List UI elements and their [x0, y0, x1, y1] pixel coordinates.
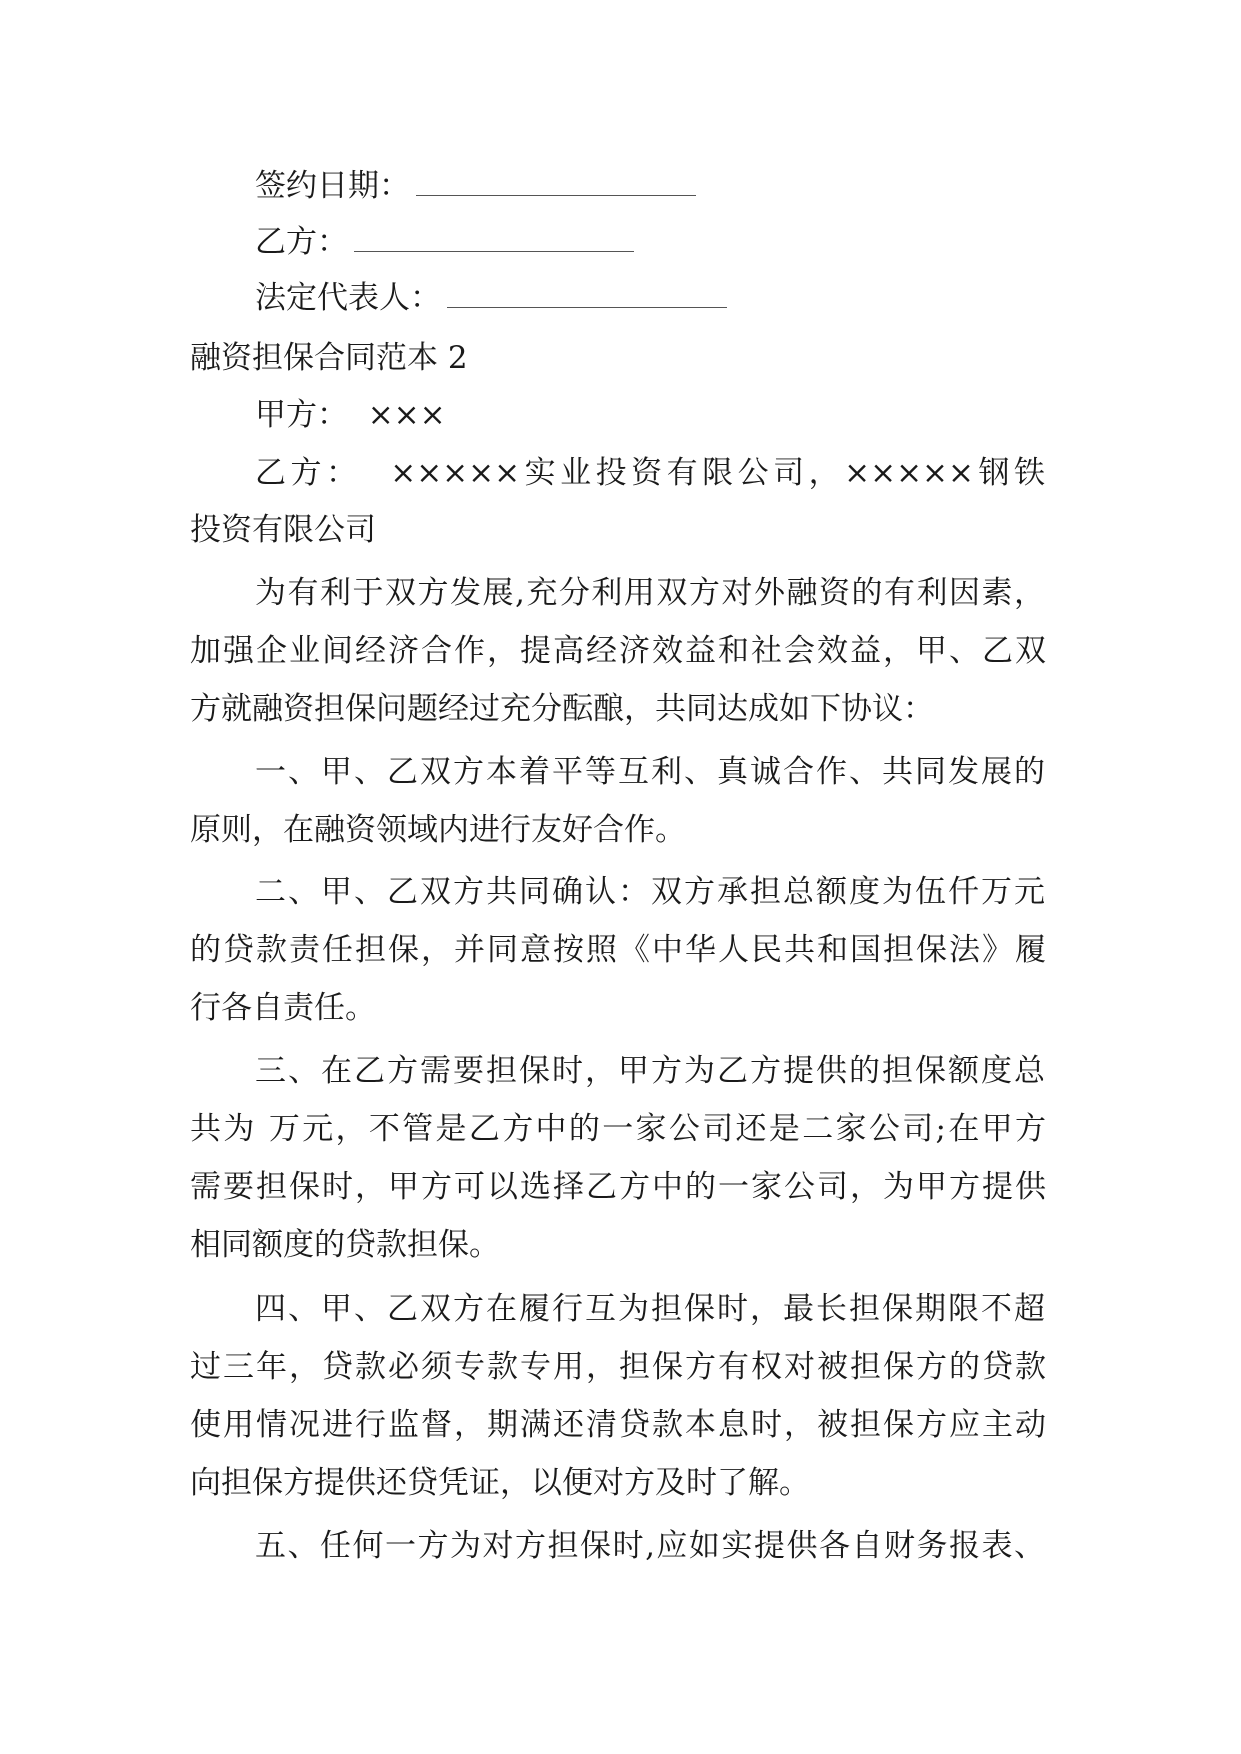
clause-2-line: 行各自责任。: [190, 990, 376, 1026]
clause-2-line: 的贷款责任担保，并同意按照《中华人民共和国担保法》履: [190, 932, 1046, 968]
signature-party-b-blank: [354, 225, 634, 252]
clause-5-line: 五、任何一方为对方担保时,应如实提供各自财务报表、: [255, 1528, 1045, 1564]
signature-legal-rep-label: 法定代表人：: [255, 280, 441, 316]
clause-4-line: 向担保方提供还贷凭证，以便对方及时了解。: [190, 1465, 810, 1501]
clause-4-line: 过三年，贷款必须专款专用，担保方有权对被担保方的贷款: [190, 1349, 1046, 1385]
preamble-line: 方就融资担保问题经过充分酝酿，共同达成如下协议：: [190, 691, 934, 727]
signature-party-b-label: 乙方：: [255, 224, 348, 260]
clause-3-line: 三、在乙方需要担保时，甲方为乙方提供的担保额度总: [255, 1053, 1045, 1089]
party-b-line-1: 乙方： ×××××实业投资有限公司，×××××钢铁: [255, 455, 1045, 491]
party-b-line-2: 投资有限公司: [190, 512, 376, 548]
clause-2-line: 二、甲、乙双方共同确认：双方承担总额度为伍仟万元: [255, 874, 1045, 910]
clause-3-line: 需要担保时，甲方可以选择乙方中的一家公司，为甲方提供: [190, 1169, 1046, 1205]
clause-4-line: 四、甲、乙双方在履行互为担保时，最长担保期限不超: [255, 1291, 1045, 1327]
clause-1-line: 一、甲、乙双方本着平等互利、真诚合作、共同发展的: [255, 754, 1045, 790]
signature-date-line: [255, 166, 696, 206]
signature-party-b-line: [255, 222, 634, 262]
signature-date-blank: [416, 169, 696, 196]
preamble-line: 为有利于双方发展,充分利用双方对外融资的有利因素，: [255, 575, 1045, 611]
party-a: 甲方： ×××: [255, 397, 446, 433]
clause-3-line: 相同额度的贷款担保。: [190, 1227, 500, 1263]
signature-legal-rep-line: [255, 278, 727, 318]
clause-1-line: 原则，在融资领域内进行友好合作。: [190, 812, 686, 848]
signature-date-label: 签约日期：: [255, 168, 410, 204]
clause-4-line: 使用情况进行监督，期满还清贷款本息时，被担保方应主动: [190, 1407, 1046, 1443]
clause-3-line: 共为 万元，不管是乙方中的一家公司还是二家公司;在甲方: [190, 1111, 1046, 1147]
preamble-line: 加强企业间经济合作，提高经济效益和社会效益，甲、乙双: [190, 633, 1046, 669]
document-title: 融资担保合同范本 2: [190, 340, 468, 376]
signature-legal-rep-blank: [447, 281, 727, 308]
